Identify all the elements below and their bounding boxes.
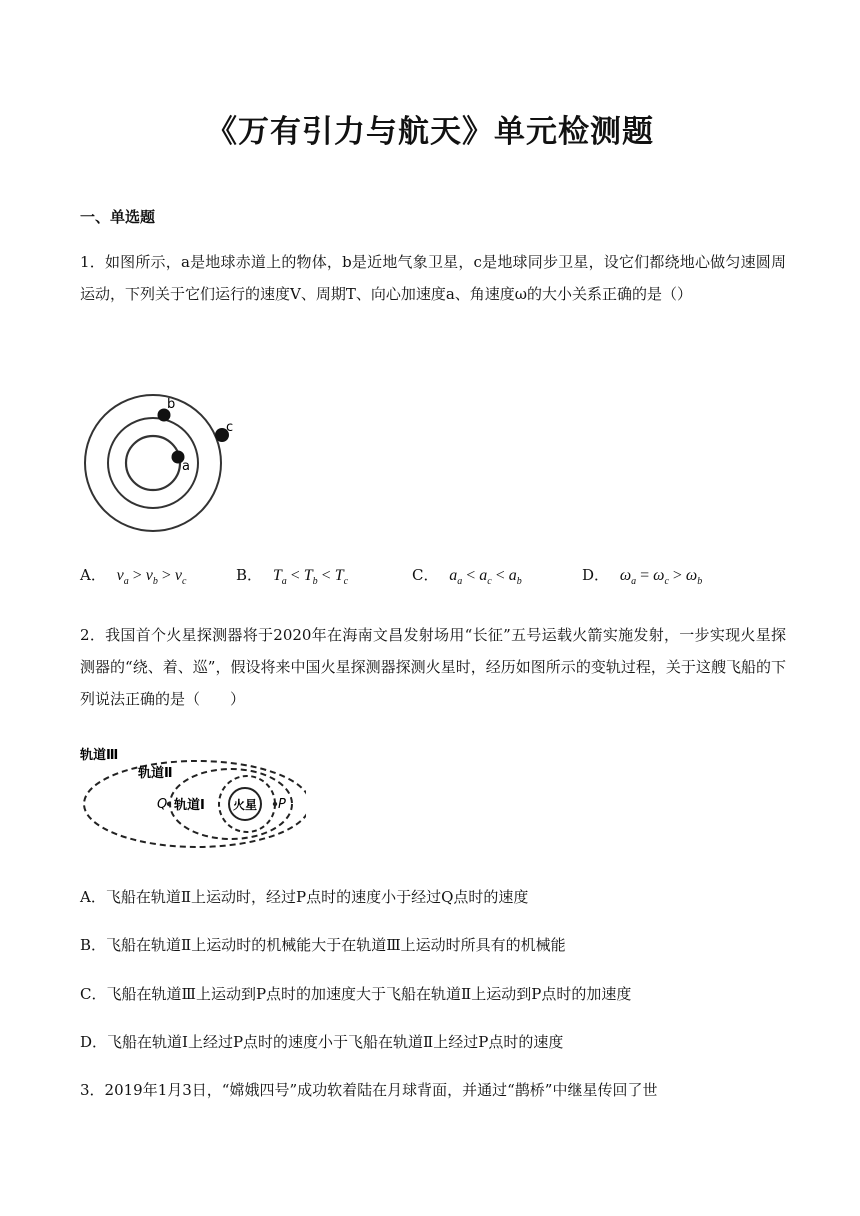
q1-option-a-expr: $v_a > v_b > v_c$ — [116, 567, 187, 588]
point-p-label: P — [278, 797, 286, 812]
point-p-dot — [273, 802, 277, 806]
question-3-text: 3．2019年1月3日，“嫦娥四号”成功软着陆在月球背面，并通过“鹊桥”中继星传回了世 — [80, 1081, 658, 1099]
section-heading: 一、单选题 — [80, 208, 156, 226]
q1-options — [80, 564, 786, 588]
mars-label: 火星 — [232, 798, 258, 812]
label-b: b — [167, 397, 176, 412]
q2-option-d: D．飞船在轨道Ⅰ上经过P点时的速度小于飞船在轨道Ⅱ上经过P点时的速度 — [80, 1033, 564, 1051]
orbit-1-label: 轨道Ⅰ — [174, 798, 205, 813]
question-1-text: 1．如图所示，a是地球赤道上的物体，b是近地气象卫星，c是地球同步卫星，设它们都绕地心做匀速圆周运动，下列关于它们运行的速度V、周期T、向心加速度a、角速度ω的大小关系正确的是（） — [80, 253, 786, 303]
q1-option-a: A． $v_a > v_b > v_c$ — [80, 566, 187, 588]
q1-option-d: D． $\omega_a = \omega_c > \omega_b$ — [582, 566, 703, 588]
q1-option-c-expr: $a_a < a_c < a_b$ — [449, 567, 522, 588]
point-q-dot — [167, 802, 171, 806]
point-q-label: Q — [157, 797, 168, 812]
page-title: 《万有引力与航天》单元检测题 — [206, 114, 654, 150]
q1-orbit-figure — [80, 384, 240, 544]
q1-option-c: C． $a_a < a_c < a_b$ — [412, 566, 522, 588]
earth-circle — [126, 436, 180, 490]
q1-option-b: B． $T_a < T_b < T_c$ — [236, 566, 349, 588]
question-2-text: 2．我国首个火星探测器将于2020年在海南文昌发射场用“长征”五号运载火箭实施发射，一步实现火星探测器的“绕、着、巡”，假设将来中国火星探测器探测火星时，经历如图所示的变轨过程，关于这艘飞船的下列说法正确的是（ ） — [80, 626, 786, 708]
q2-option-a: A．飞船在轨道Ⅱ上运动时，经过P点时的速度小于经过Q点时的速度 — [80, 888, 529, 906]
q2-option-c: C．飞船在轨道Ⅲ上运动到P点时的加速度大于飞船在轨道Ⅱ上运动到P点时的加速度 — [80, 985, 632, 1003]
label-a: a — [182, 459, 190, 474]
orbit-outer — [85, 395, 221, 531]
q2-mars-orbit-figure — [76, 740, 306, 852]
q1-option-d-expr: $\omega_a = \omega_c > \omega_b$ — [619, 567, 703, 588]
q2-option-b: B．飞船在轨道Ⅱ上运动时的机械能大于在轨道Ⅲ上运动时所具有的机械能 — [80, 936, 566, 954]
label-c: c — [226, 420, 234, 435]
q1-option-b-expr: $T_a < T_b < T_c$ — [272, 567, 349, 588]
orbit-2-label: 轨道Ⅱ — [138, 766, 173, 781]
orbit-3-label: 轨道Ⅲ — [80, 748, 119, 763]
